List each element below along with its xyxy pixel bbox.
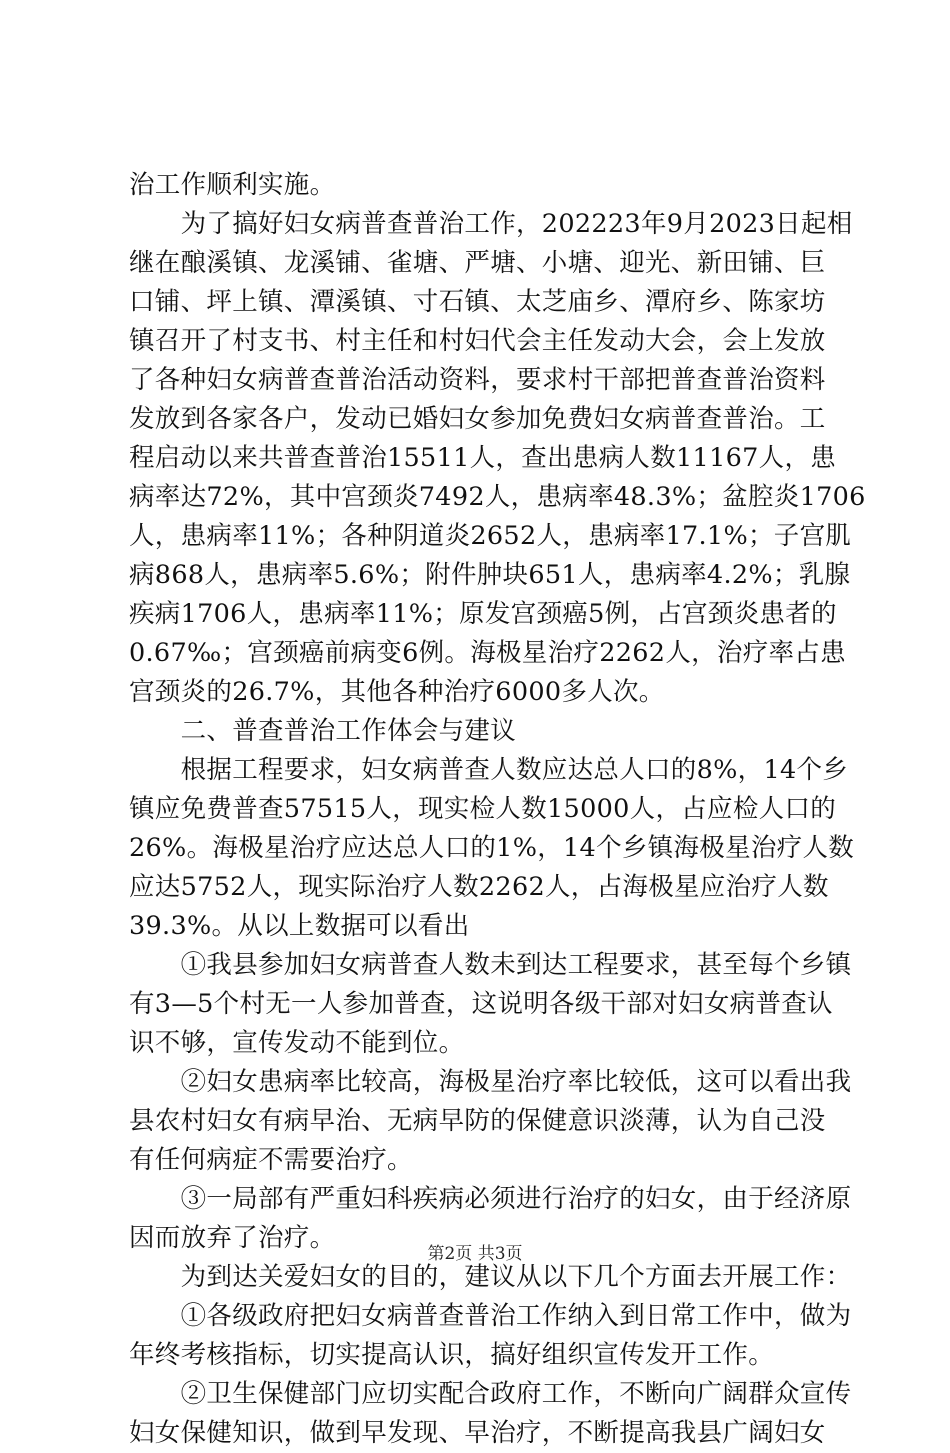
text-line: ②卫生保健部门应切实配合政府工作，不断向广阔群众宣传	[129, 1379, 852, 1409]
text-line: 应达5752人，现实际治疗人数2262人，占海极星应治疗人数	[129, 872, 829, 902]
text-line: 有3—5个村无一人参加普查，这说明各级干部对妇女病普查认	[129, 989, 833, 1019]
text-line: 县农村妇女有病早治、无病早防的保健意识淡薄，认为自己没	[129, 1106, 826, 1136]
text-line: 程启动以来共普查普治15511人，查出患病人数11167人，患	[129, 443, 837, 473]
text-line: 疾病1706人，患病率11%；原发宫颈癌5例，占宫颈炎患者的	[129, 599, 837, 629]
text-line: ②妇女患病率比较高，海极星治疗率比较低，这可以看出我	[129, 1067, 852, 1097]
text-line: 病868人，患病率5.6%；附件肿块651人，患病率4.2%；乳腺	[129, 560, 851, 590]
text-line: 宫颈炎的26.7%，其他各种治疗6000多人次。	[129, 677, 665, 707]
text-line: 了各种妇女病普查普治活动资料，要求村干部把普查普治资料	[129, 365, 826, 395]
section-heading: 二、普查普治工作体会与建议	[129, 716, 517, 746]
text-line: 年终考核指标，切实提高认识，搞好组织宣传发开工作。	[129, 1340, 775, 1370]
text-line: 人，患病率11%；各种阴道炎2652人，患病率17.1%；子宫肌	[129, 521, 852, 551]
text-line: 因而放弃了治疗。	[129, 1223, 336, 1253]
page-footer	[0, 1244, 950, 1264]
text-line: 继在酿溪镇、龙溪铺、雀塘、严塘、小塘、迎光、新田铺、巨	[129, 248, 826, 278]
text-line: 39.3%。从以上数据可以看出	[129, 911, 470, 941]
text-line: ①各级政府把妇女病普查普治工作纳入到日常工作中，做为	[129, 1301, 852, 1331]
text-line: 为到达关爱妇女的目的，建议从以下几个方面去开展工作：	[129, 1262, 852, 1292]
text-line: 根据工程要求，妇女病普查人数应达总人口的8%，14个乡	[129, 755, 849, 785]
text-line: 治工作顺利实施。	[129, 170, 336, 200]
text-line: 26%。海极星治疗应达总人口的1%，14个乡镇海极星治疗人数	[129, 833, 855, 863]
text-line: 镇应免费普查57515人，现实检人数15000人，占应检人口的	[129, 794, 837, 824]
text-line: 为了搞好妇女病普查普治工作，202223年9月2023日起相	[129, 209, 853, 239]
text-line: 发放到各家各户，发动已婚妇女参加免费妇女病普查普治。工	[129, 404, 826, 434]
page-number: 第2页 共3页	[427, 1244, 523, 1264]
text-line: 0.67‰；宫颈癌前病变6例。海极星治疗2262人，治疗率占患	[129, 638, 846, 668]
text-line: 镇召开了村支书、村主任和村妇代会主任发动大会，会上发放	[129, 326, 826, 356]
text-line: 病率达72%，其中宫颈炎7492人，患病率48.3%；盆腔炎1706	[129, 482, 866, 512]
text-line: ①我县参加妇女病普查人数未到达工程要求，甚至每个乡镇	[129, 950, 852, 980]
text-line: 有任何病症不需要治疗。	[129, 1145, 413, 1175]
text-line: 妇女保健知识，做到早发现、早治疗，不断提高我县广阔妇女	[129, 1418, 826, 1448]
text-line: 识不够，宣传发动不能到位。	[129, 1028, 465, 1058]
text-line: ③一局部有严重妇科疾病必须进行治疗的妇女，由于经济原	[129, 1184, 852, 1214]
text-line: 口铺、坪上镇、潭溪镇、寸石镇、太芝庙乡、潭府乡、陈家坊	[129, 287, 826, 317]
